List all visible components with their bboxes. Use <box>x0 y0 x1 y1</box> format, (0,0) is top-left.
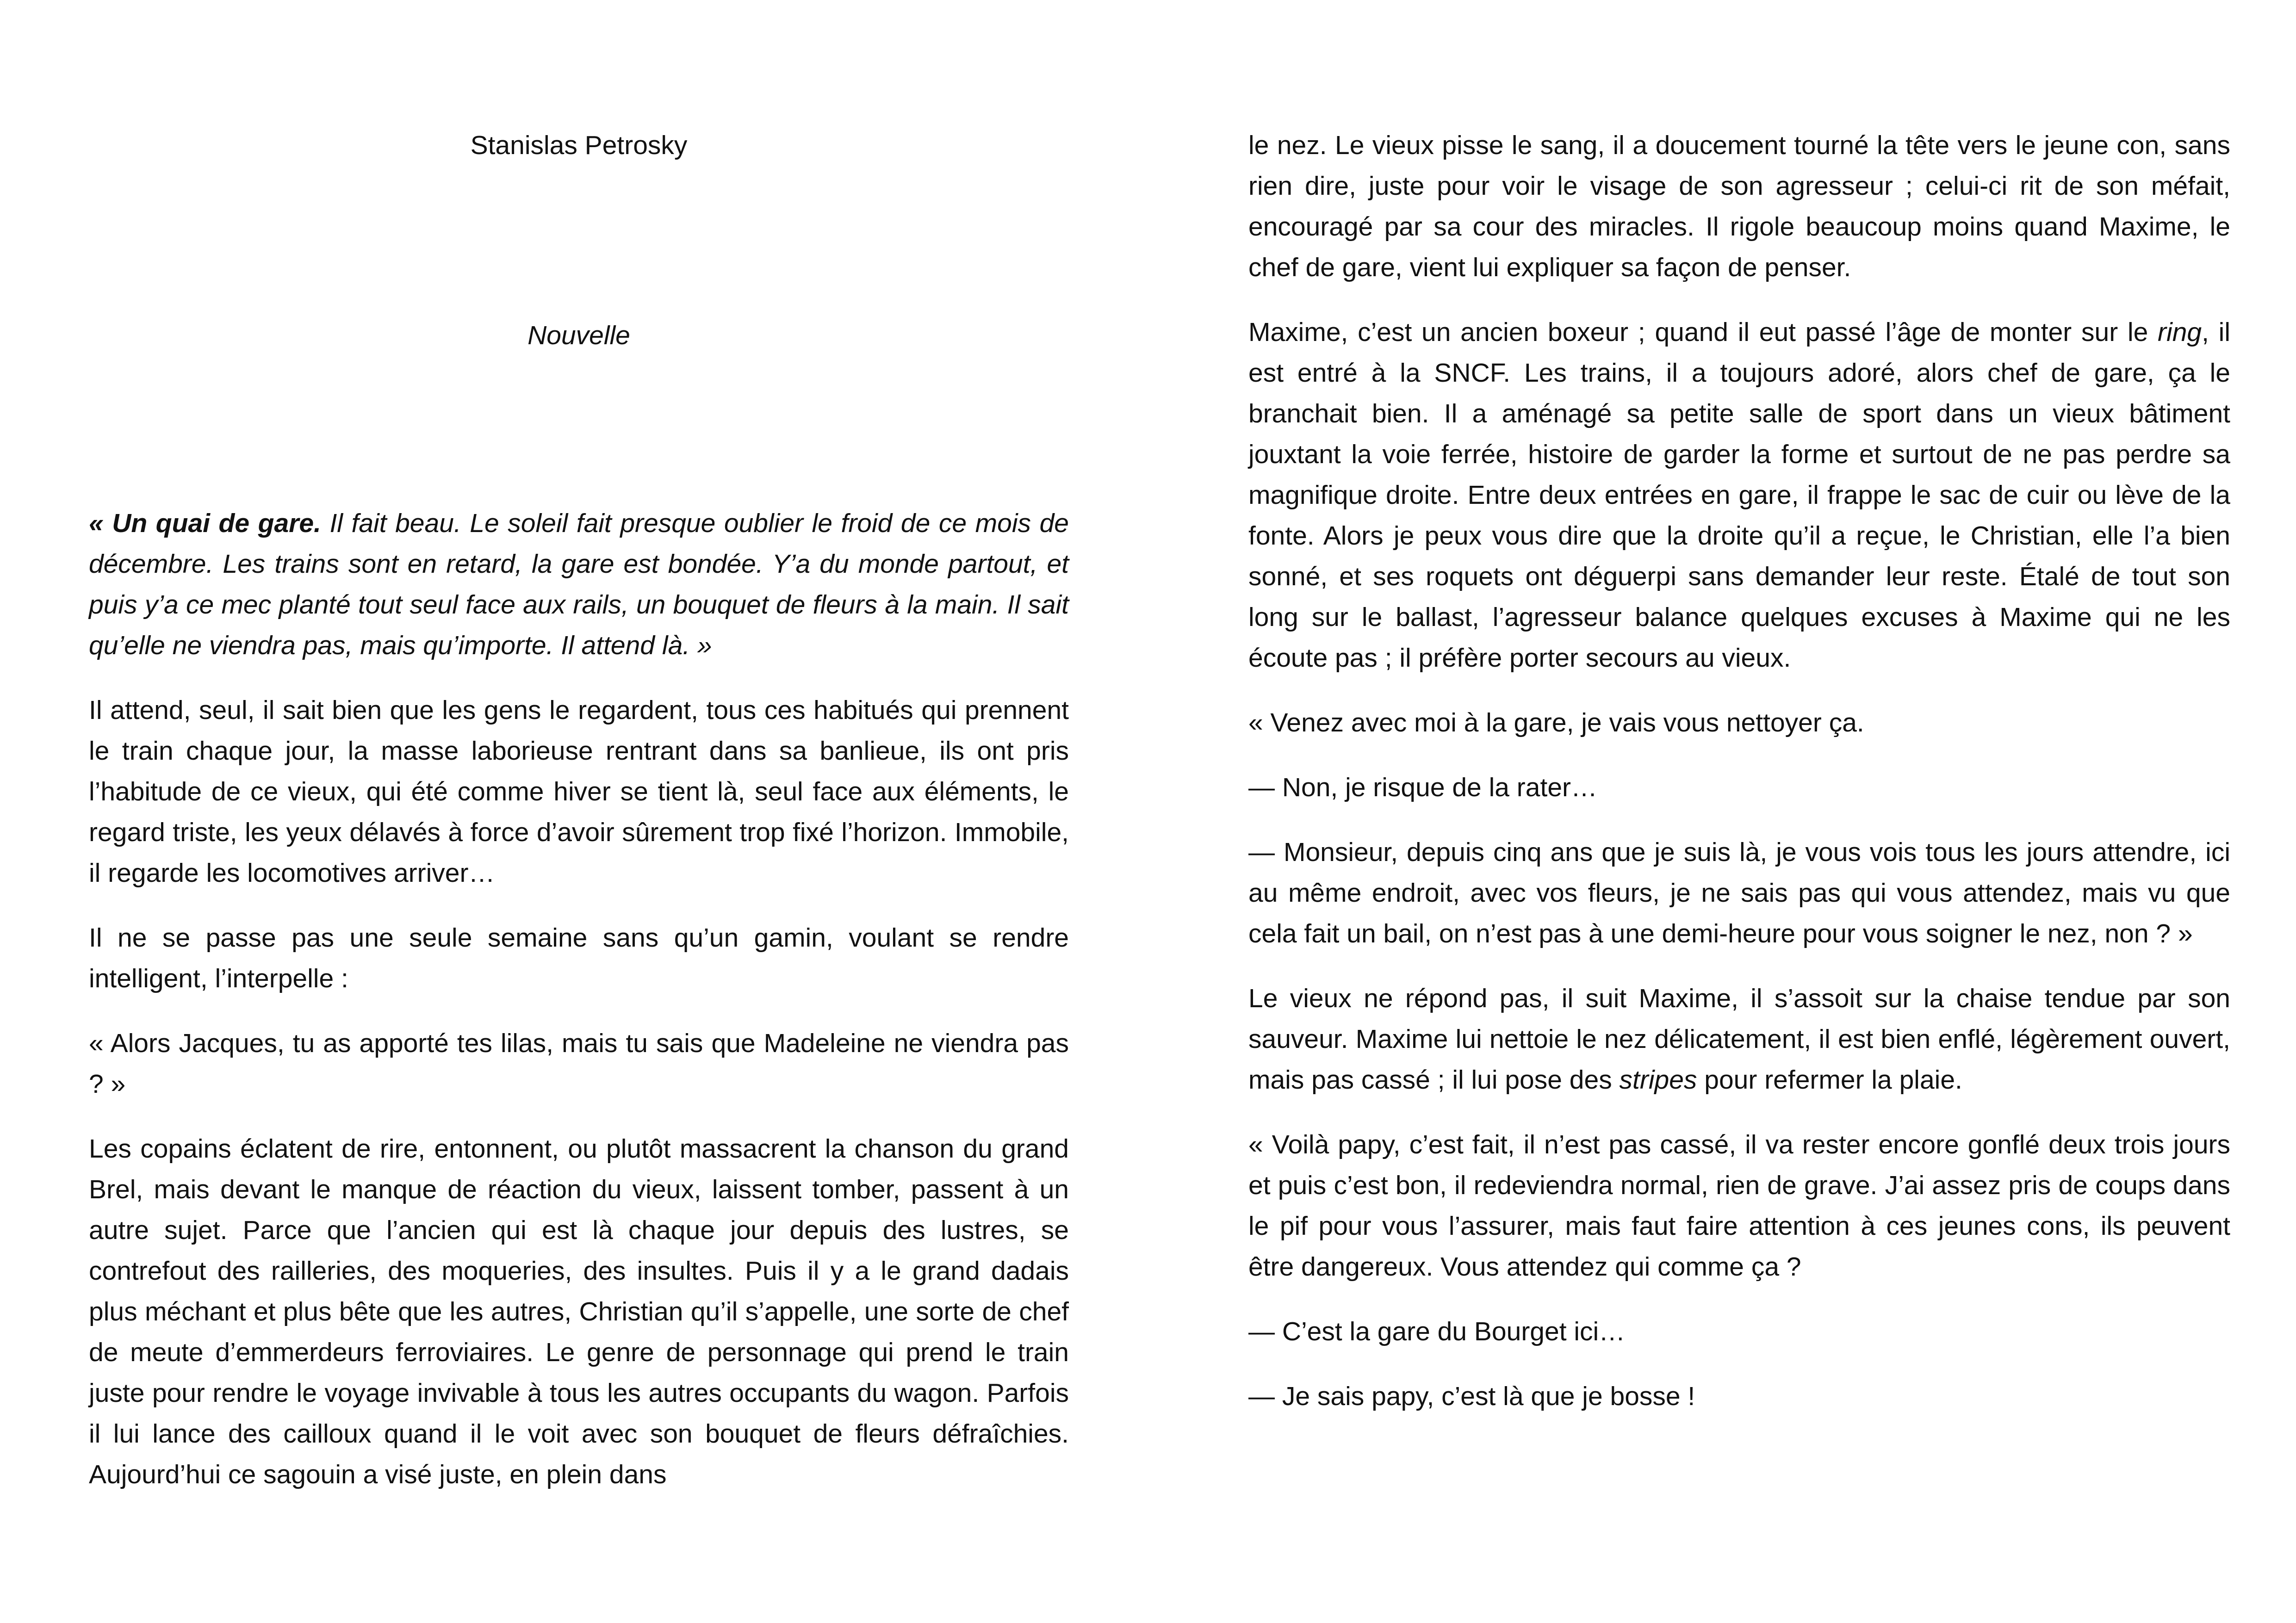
dialogue-line: — Monsieur, depuis cinq ans que je suis là, je vous vois tous les jours attendre, ici au même endroit, avec vos fleurs, je ne sais pas qui vous attendez, mais vu que cela fait un bail, on n’est pas à une demi-heure pour vous soigner le nez, non ? » <box>1248 837 2230 948</box>
intro-paragraph <box>89 503 1069 666</box>
dialogue-line: — C’est la gare du Bourget ici… <box>1248 1317 1626 1346</box>
text-run: Maxime, c’est un ancien boxeur ; quand il eut passé l’âge de monter sur le <box>1248 317 2158 347</box>
dialogue-line: « Venez avec moi à la gare, je vais vous nettoyer ça. <box>1248 708 1864 737</box>
paragraph <box>1248 312 2230 678</box>
left-column <box>89 125 1069 1519</box>
paragraph: Les copains éclatent de rire, entonnent, ou plutôt massacrent la chanson du grand Brel, mais devant le manque de réaction du vieux, laissent tomber, passent à un autre sujet. Parce que l’ancien qui est là chaque jour depuis des lustres, se contrefout des railleries, des moqueries, des insultes. Puis il y a le grand dadais plus méchant et plus bête que les autres, Christian qu’il s’appelle, une sorte de chef de meute d’emmerdeurs ferroviaires. Le genre de personnage qui prend le train juste pour rendre le voyage invivable à tous les autres occupants du wagon. Parfois il lui lance des cailloux quand il le voit avec son bouquet de fleurs défraîchies. Aujourd’hui ce sagouin a visé juste, en plein dans <box>89 1134 1069 1489</box>
paragraph: le nez. Le vieux pisse le sang, il a doucement tourné la tête vers le jeune con, sans rien dire, juste pour voir le visage de son agresseur ; celui-ci rit de son méfait, encouragé par sa cour des miracles. Il rigole beaucoup moins quand Maxime, le chef de gare, vient lui expliquer sa façon de penser. <box>1248 130 2230 282</box>
italic-word: stripes <box>1619 1065 1697 1095</box>
right-column <box>1248 125 2230 1441</box>
intro-text: Il fait beau. Le soleil fait presque oublier le froid de ce mois de décembre. Les trains sont en retard, la gare est bondée. Y’a du monde partout, et puis y’a ce mec planté tout seul face aux rails, un bouquet de fleurs à la main. Il sait qu’elle ne viendra pas, mais qu’importe. Il attend là. » <box>89 508 1069 660</box>
text-run: , il est entré à la SNCF. Les trains, il a toujours adoré, alors chef de gare, ça le branchait bien. Il a aménagé sa petite salle de sport dans un vieux bâtiment jouxtant la voie ferrée, histoire de garder la forme et surtout de ne pas perdre sa magnifique droite. Entre deux entrées en gare, il frappe le sac de cuir ou lève de la fonte. Alors je peux vous dire que la droite qu’il a reçue, le Christian, elle l’a bien sonné, et ses roquets ont déguerpi sans demander leur reste. Étalé de tout son long sur le ballast, l’agresseur balance quelques excuses à Maxime qui ne les écoute pas ; il préfère porter secours au vieux. <box>1248 317 2230 673</box>
genre-label: Nouvelle <box>527 321 630 350</box>
paragraph: « Alors Jacques, tu as apporté tes lilas, mais tu sais que Madeleine ne viendra pas ? » <box>89 1028 1069 1099</box>
intro-lead: « Un quai de gare. <box>89 508 321 538</box>
paragraph <box>1248 978 2230 1100</box>
text-run: pour refermer la plaie. <box>1697 1065 1962 1095</box>
dialogue-line: — Non, je risque de la rater… <box>1248 773 1597 802</box>
author-name: Stanislas Petrosky <box>470 130 688 160</box>
dialogue-line: « Voilà papy, c’est fait, il n’est pas cassé, il va rester encore gonflé deux trois jours et puis c’est bon, il redeviendra normal, rien de grave. J’ai assez pris de coups dans le pif pour vous l’assurer, mais faut faire attention à ces jeunes cons, ils peuvent être dangereux. Vous attendez qui comme ça ? <box>1248 1130 2230 1282</box>
italic-word: ring <box>2158 317 2202 347</box>
paragraph: Il ne se passe pas une seule semaine sans qu’un gamin, voulant se rendre intelligent, l’interpelle : <box>89 923 1069 993</box>
paragraph: Il attend, seul, il sait bien que les gens le regardent, tous ces habitués qui prennent le train chaque jour, la masse laborieuse rentrant dans sa banlieue, ils ont pris l’habitude de ce vieux, qui été comme hiver se tient là, seul face aux éléments, le regard triste, les yeux délavés à force d’avoir sûrement trop fixé l’horizon. Immobile, il regarde les locomotives arriver… <box>89 695 1069 888</box>
text-run: Le vieux ne répond pas, il suit Maxime, il s’assoit sur la chaise tendue par son sauveur. Maxime lui nettoie le nez délicatement, il est bien enflé, légèrement ouvert, mais pas cassé ; il lui pose des <box>1248 984 2230 1095</box>
dialogue-line: — Je sais papy, c’est là que je bosse ! <box>1248 1381 1695 1411</box>
